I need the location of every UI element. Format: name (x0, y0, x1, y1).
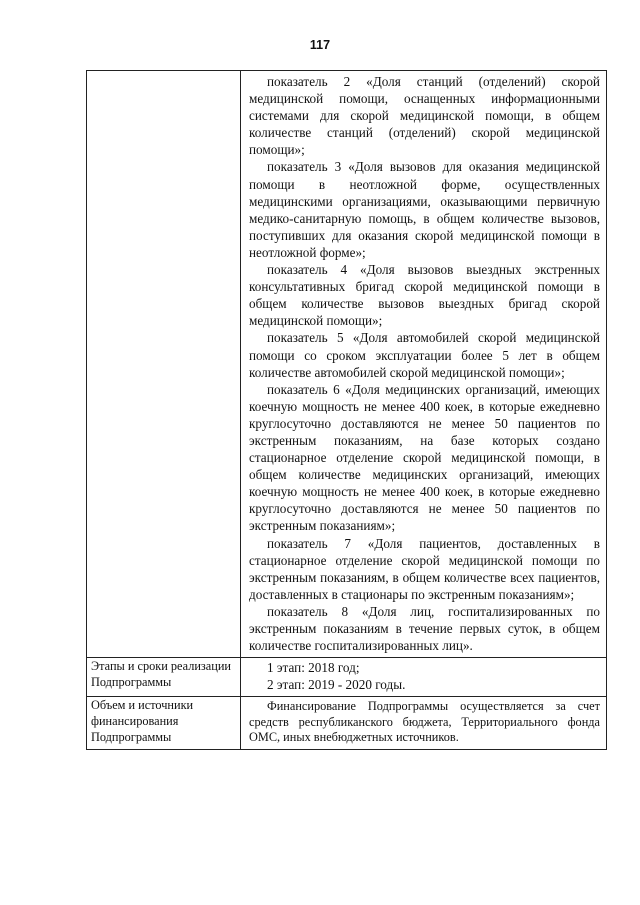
indicators-content-cell (241, 71, 607, 658)
stage-2: 2 этап: 2019 - 2020 годы. (267, 676, 406, 692)
indicator-2: показатель 2 «Доля станций (отделений) скорой медицинской помощи, оснащенных информационными системами для скорой медицинской помощи, в общем количестве станций (отделений) скорой медицинской помощи»; (249, 74, 600, 158)
indicators-row (87, 71, 607, 658)
indicator-3: показатель 3 «Доля вызовов для оказания медицинской помощи в неотложной форме, осуществленных медицинскими организациями, оказывающими первичную медико-санитарную помощь, в общем количестве вызовов, поступивших для оказания скорой медицинской помощи в неотложной форме»; (249, 159, 600, 260)
subprogram-passport-table (86, 70, 607, 750)
indicator-6: показатель 6 «Доля медицинских организаций, имеющих коечную мощность не менее 400 коек, в которые ежедневно круглосуточно доставляются не менее 50 пациентов по экстренным показаниям, на базе которых создано стационарное отделение скорой медицинской помощи, в общем количестве медицинских организаций, имеющих коечную мощность не менее 400 коек, в которые ежедневно круглосуточно доставляются не менее 50 пациентов по экстренным показаниям»; (249, 381, 600, 534)
stages-row (87, 658, 607, 697)
funding-content-cell (241, 697, 607, 750)
indicator-5: показатель 5 «Доля автомобилей скорой медицинской помощи со сроком эксплуатации более 5 лет в общем количестве автомобилей скорой медицинской помощи»; (249, 330, 600, 380)
funding-row (87, 697, 607, 750)
stages-label: Этапы и сроки реализации Подпрограммы (87, 658, 241, 697)
stage-1: 1 этап: 2018 год; (267, 660, 360, 676)
funding-text: Финансирование Подпрограммы осуществляется за счет средств республиканского бюджета, Территориального фонда ОМС, иных внебюджетных источников. (249, 699, 600, 745)
indicator-8: показатель 8 «Доля лиц, госпитализированных по экстренным показаниям в течение первых суток, в общем количестве госпитализированных лиц». (249, 603, 600, 654)
funding-label: Объем и источники финансирования Подпрограммы (87, 697, 241, 750)
indicator-4: показатель 4 «Доля вызовов выездных экстренных консультативных бригад скорой медицинской помощи в общем количестве вызовов выездных бригад скорой медицинской помощи»; (249, 262, 600, 329)
page-number: 117 (309, 38, 331, 52)
indicators-label-cell (87, 71, 241, 658)
indicator-7: показатель 7 «Доля пациентов, доставленных в стационарное отделение скорой медицинской помощи по экстренным показаниям, в общем количестве всех пациентов, доставленных в стационары по экстренным показаниям»; (249, 535, 600, 602)
stages-content-cell (241, 658, 607, 697)
